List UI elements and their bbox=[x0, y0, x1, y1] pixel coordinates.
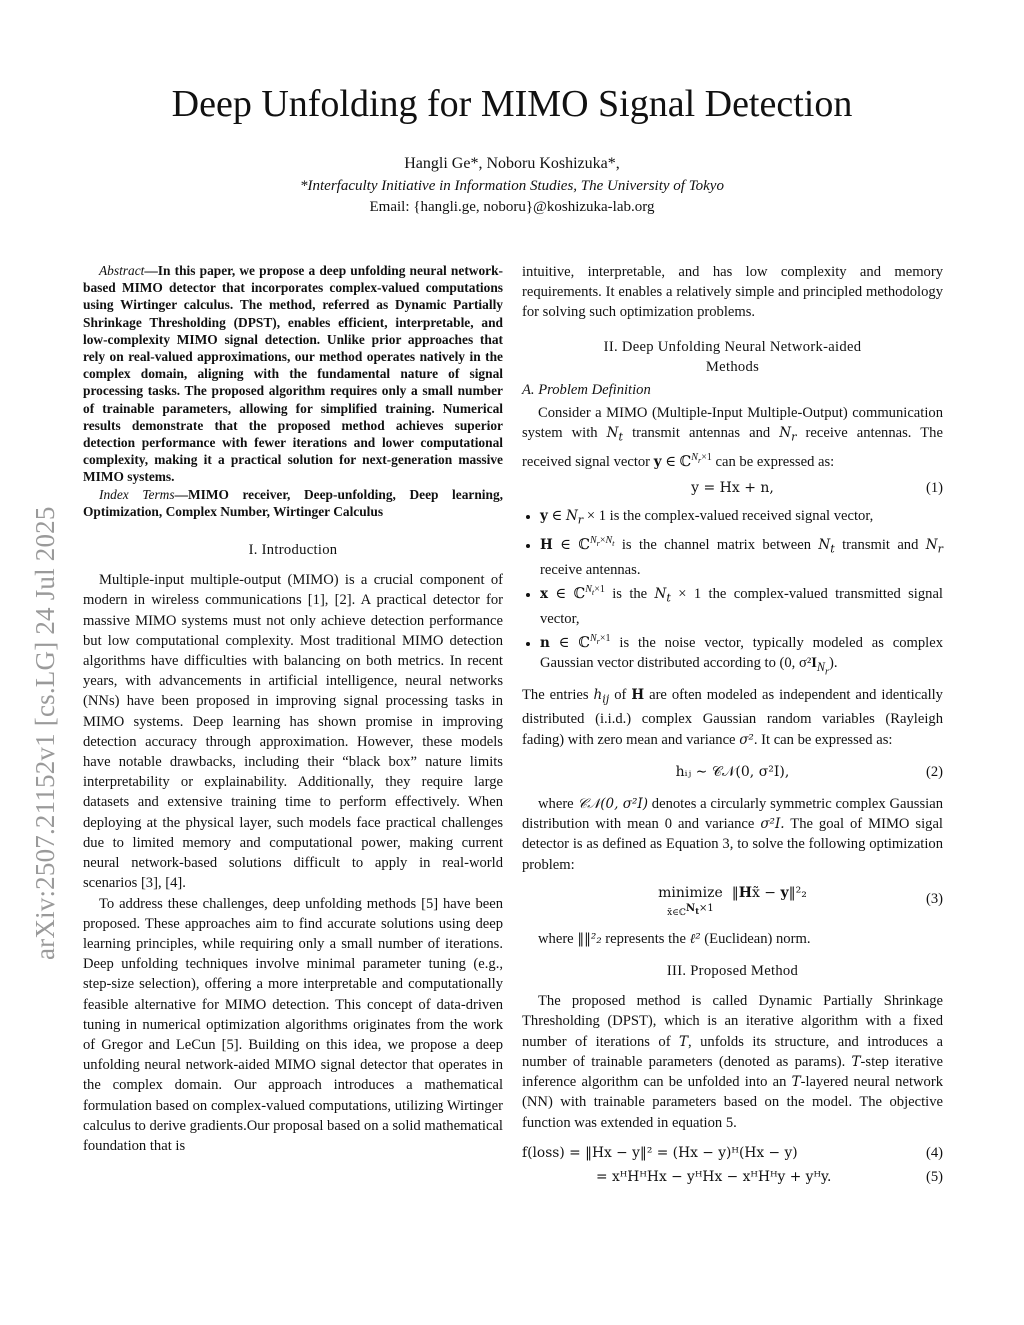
intro-paragraph-2: To address these challenges, deep unfolding methods [5] have been proposed. These approaches aim to find accurate solutions using deep learning principles, while requiring only a small number of iterations. Deep unfolding techniques involve minimal parameter tuning (e.g., step-size selection), offering a more interpretable and computationally feasible alternative for MIMO detection. This concept of data-driven tuning in numerical optimization algorithms originates from the work of Gregor and LeCun [5]. Building on this idea, we propose a deep unfolding neural network-aided MIMO signal detector that operates in the complex domain. Our approach introduces a mathematical formulation based on complex-valued computations, utilizing Wirtinger calculus to derive gradients.Our proposal based on a solid mathematical foundation that is bbox=[83, 895, 503, 1154]
list-item: • x ∈ ℂ$^{N_t\times 1}$ is the $N_t \times 1$ the complex-valued transmitted signal vector, bbox=[540, 580, 943, 629]
continued-paragraph: intuitive, interpretable, and has low complexity and memory requirements. It enables a relatively simple and principled methodology for solving such optimization problems. bbox=[522, 264, 943, 321]
equation-2-number: (2) bbox=[925, 763, 943, 780]
affiliation: *Interfaculty Initiative in Information Studies, The University of Tokyo bbox=[300, 178, 724, 194]
norm-paragraph: where ‖‖²₂ represents the ℓ² (Euclidean) norm. bbox=[538, 930, 811, 947]
equation-1-text: y = Hx + n, bbox=[691, 479, 774, 496]
goal-paragraph: where 𝒞𝒩(0, σ²I) denotes a circularly symmetric complex Gaussian distribution with mean 0 and variance σ²I. The goal of MIMO sigal detector is as defined as Equation 3, to solve the following optimization problem: bbox=[522, 796, 943, 873]
index-terms bbox=[83, 486, 503, 520]
list-item: • y ∈ $N_r \times 1$ is the complex-valued received signal vector, bbox=[540, 506, 943, 531]
equation-4-text: f(loss) = ‖Hx − y‖² = (Hx − y)ᴴ(Hx − y) bbox=[522, 1144, 798, 1161]
equation-3-number: (3) bbox=[925, 890, 943, 907]
list-item: • n ∈ ℂ$^{N_r\times 1}$ is the noise vector, typically modeled as complex Gaussian vector distributed according to (0, $\sigma^2I_{N_r}$). bbox=[540, 629, 943, 683]
equation-4-number: (4) bbox=[925, 1144, 943, 1161]
authors: Hangli Ge*, Noboru Koshizuka*, bbox=[404, 155, 620, 172]
arxiv-id: arXiv:2507.21152v1 [cs.LG] 24 Jul 2025 bbox=[30, 506, 60, 960]
index-terms-text: —MIMO receiver, Deep-unfolding, Deep learning, Optimization, Complex Number, Wirtinger Calculus bbox=[83, 486, 503, 519]
subsection-heading-a: A. Problem Definition bbox=[522, 381, 651, 398]
equation-2 bbox=[522, 762, 943, 782]
section-heading-intro: I. Introduction bbox=[248, 542, 338, 559]
section-heading-2 bbox=[522, 337, 943, 377]
list-item: • H ∈ ℂ$^{N_r\times N_t}$ is the channel matrix between $N_t$ transmit and $N_r$ receive antennas. bbox=[540, 531, 943, 580]
equation-5-text: = xᴴHᴴHx − yᴴHx − xᴴHᴴy + yᴴy. bbox=[596, 1168, 832, 1185]
equation-3: minimize x̃∈ℂ$^{N_t\times 1}$ ‖Hx̃ − y‖²₂ (3) bbox=[658, 884, 943, 918]
variable-list bbox=[522, 506, 943, 682]
section-heading-3: III. Proposed Method bbox=[666, 963, 799, 980]
arxiv-sidebar bbox=[18, 380, 68, 960]
equation-1 bbox=[522, 478, 943, 498]
abstract bbox=[83, 262, 503, 486]
paper-title: Deep Unfolding for MIMO Signal Detection bbox=[171, 83, 853, 125]
equation-4-5 bbox=[522, 1141, 943, 1189]
abstract-label: Abstract bbox=[99, 263, 145, 278]
abstract-text: —In this paper, we propose a deep unfolding neural network-based MIMO detector that incorporates complex-valued computations using Wirtinger calculus. The method, referred as Dynamic Partially Shrinkage Thresholding (DPST), enables efficient, interpretable, and low-complexity MIMO signal detection. Unlike prior approaches that rely on real-valued approximations, our method operates natively in the complex domain, aligning with the fundamental nature of signal processing tasks. The proposed algorithm requires only a small number of trainable parameters, allowing for simplified training. Numerical results demonstrate that the proposed method achieves superior detection performance with fewer iterations and lower computational complexity, making it a practical solution for next-generation massive MIMO systems. bbox=[83, 263, 503, 485]
method-paragraph: The proposed method is called Dynamic Partially Shrinkage Thresholding (DPST), which is an iterative algorithm with a fixed number of iterations of T, unfolds its structure, and introduces a number of trainable parameters (denoted as params). T-step iterative inference algorithm can be unfolded into an T-layered neural network (NN) with trainable parameters based on the model. The objective function was extended in equation 5. bbox=[522, 993, 943, 1131]
section-heading-2-line1: II. Deep Unfolding Neural Network-aided bbox=[603, 338, 862, 355]
email: Email: {hangli.ge, noboru}@koshizuka-lab.org bbox=[369, 199, 655, 215]
equation-1-number: (1) bbox=[925, 479, 943, 496]
section-heading-2-line2: Methods bbox=[705, 358, 760, 375]
index-terms-label: Index Terms bbox=[99, 486, 175, 502]
entries-paragraph: The entries $h_{ij}$ of H are often modeled as independent and identically distributed (i.i.d.) complex Gaussian random variables (Rayleigh fading) with zero mean and variance σ². It can be expressed as: bbox=[522, 686, 943, 748]
problem-paragraph: Consider a MIMO (Multiple-Input Multiple-Output) communication system with $N_t$ transmit antennas and $N_r$ receive antennas. The received signal vector y ∈ ℂ$^{N_r\times 1}$ can be expressed as: bbox=[522, 404, 943, 470]
left-column bbox=[83, 262, 503, 1156]
intro-paragraph-1: Multiple-input multiple-output (MIMO) is a crucial component of modern in wireless communications [1], [2]. A practical detector for massive MIMO systems must not only achieve detection performance but low computational complexity. Most traditional MIMO detection algorithms have difficulties with balancing on both metrics. In recent years, with advancements in artificial intelligence, neural networks (NNs) have been proposed in improving signal processing tasks in MIMO systems. Deep learning has shown promise in improving detection accuracy through approximation. However, these models have notable drawbacks, including their “black box” nature limits interpretability or explainability. Additionally, they require large datasets and extensive training time to perform effectively. When deploying at the physical layer, such models face practical challenges due to limited memory and computational power, making current neural network-based solutions difficult to apply in real-world scenarios [3], [4]. bbox=[83, 572, 503, 892]
right-column bbox=[522, 262, 943, 1197]
equation-2-text: hᵢⱼ ∼ 𝒞𝒩(0, σ²I), bbox=[675, 763, 790, 780]
equation-5-number: (5) bbox=[925, 1168, 943, 1185]
